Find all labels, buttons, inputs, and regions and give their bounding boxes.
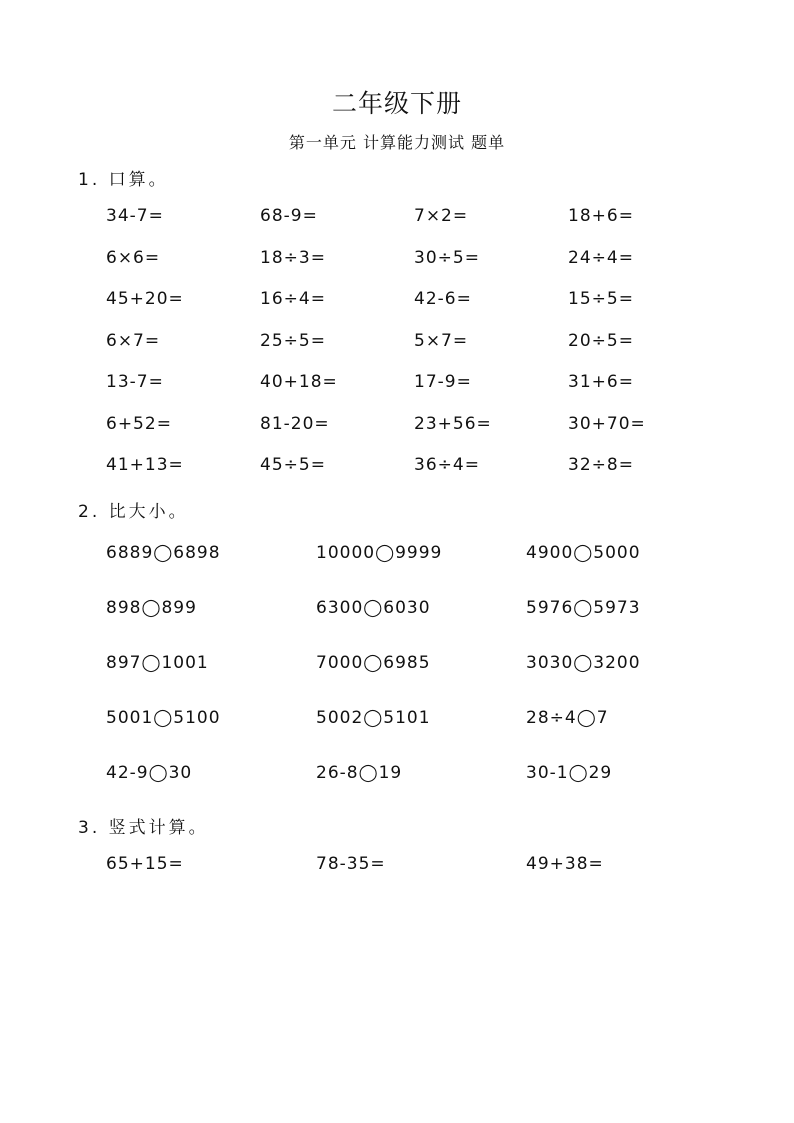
oral-item: 23+56= [414,414,492,434]
oral-item: 7×2= [414,206,469,226]
compare-item: 3030◯3200 [526,653,641,673]
oral-item: 25÷5= [260,331,326,351]
oral-item: 5×7= [414,331,469,351]
oral-item: 42-6= [414,289,472,309]
oral-item: 16÷4= [260,289,326,309]
oral-item: 6+52= [106,414,172,434]
oral-item: 13-7= [106,372,164,392]
compare-item: 5002◯5101 [316,708,431,728]
oral-item: 6×7= [106,331,161,351]
page-title: 二年级下册 [331,89,462,118]
oral-item: 31+6= [568,372,634,392]
vertical-calc-item: 65+15= [106,854,184,874]
oral-item: 36÷4= [414,455,480,475]
section-heading-oral: 1. 口算。 [78,170,169,190]
compare-item: 30-1◯29 [526,763,613,783]
compare-item: 6300◯6030 [316,598,431,618]
oral-item: 30+70= [568,414,646,434]
section-heading-vertical: 3. 竖式计算。 [78,818,209,838]
oral-item: 18÷3= [260,248,326,268]
oral-item: 24÷4= [568,248,634,268]
oral-item: 68-9= [260,206,318,226]
oral-item: 17-9= [414,372,472,392]
page-subtitle: 第一单元 计算能力测试 题单 [288,133,506,152]
oral-item: 81-20= [260,414,330,434]
section-heading-compare: 2. 比大小。 [78,502,189,522]
oral-item: 6×6= [106,248,161,268]
compare-item: 26-8◯19 [316,763,403,783]
oral-item: 45+20= [106,289,184,309]
oral-item: 30÷5= [414,248,480,268]
compare-item: 897◯1001 [106,653,209,673]
compare-item: 5001◯5100 [106,708,221,728]
oral-item: 20÷5= [568,331,634,351]
compare-item: 4900◯5000 [526,543,641,563]
compare-item: 5976◯5973 [526,598,641,618]
oral-item: 41+13= [106,455,184,475]
vertical-calc-item: 49+38= [526,854,604,874]
compare-item: 6889◯6898 [106,543,221,563]
compare-item: 10000◯9999 [316,543,443,563]
oral-item: 15÷5= [568,289,634,309]
compare-item: 28÷4◯7 [526,708,609,728]
oral-item: 34-7= [106,206,164,226]
oral-item: 18+6= [568,206,634,226]
compare-item: 898◯899 [106,598,197,618]
compare-item: 42-9◯30 [106,763,193,783]
vertical-calc-item: 78-35= [316,854,386,874]
compare-item: 7000◯6985 [316,653,431,673]
oral-item: 45÷5= [260,455,326,475]
oral-item: 40+18= [260,372,338,392]
oral-item: 32÷8= [568,455,634,475]
